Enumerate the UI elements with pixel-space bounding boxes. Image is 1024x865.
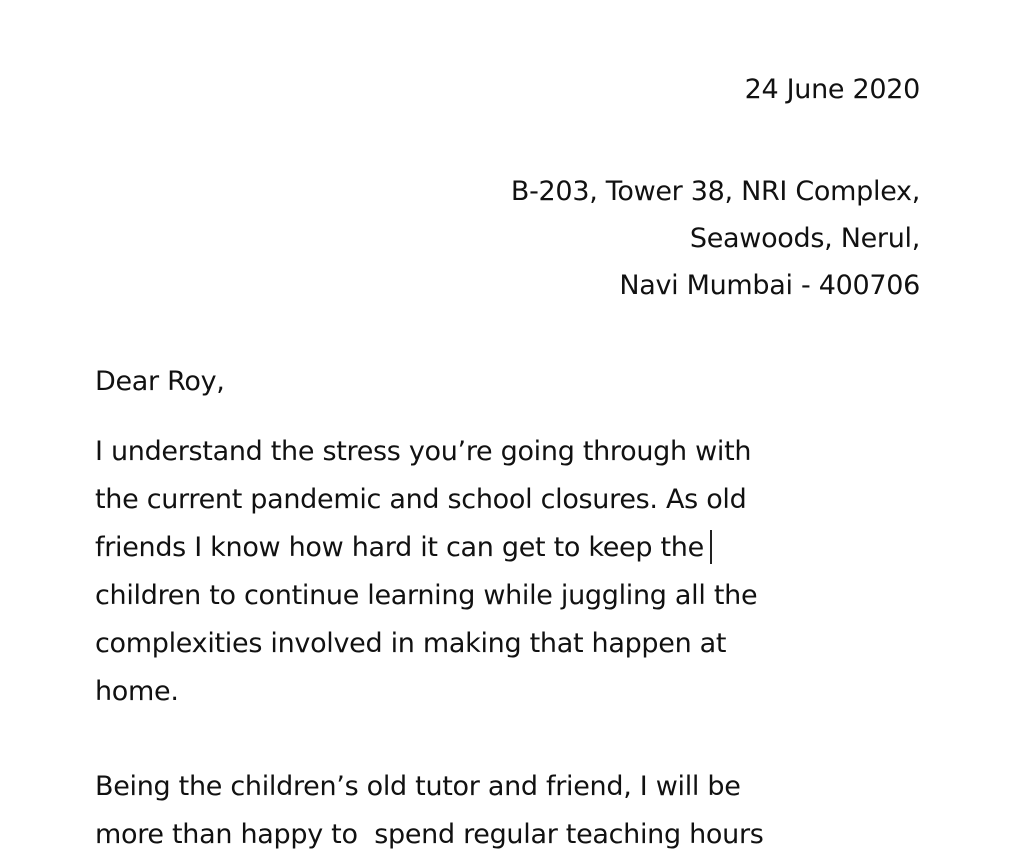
letter-date: 24 June 2020 (744, 74, 920, 105)
text-cursor (710, 530, 712, 564)
paragraph-1-line-3-wrap (95, 524, 925, 572)
paragraph-1-line-1: I understand the stress you’re going through with (95, 436, 752, 467)
address-line-1: B-203, Tower 38, NRI Complex, (510, 176, 920, 207)
address-line-2: Seawoods, Nerul, (689, 223, 920, 254)
paragraph-1-line-5: complexities involved in making that happen at (95, 628, 727, 659)
paragraph-1-line-3: friends I know how hard it can get to keep the (95, 532, 704, 563)
paragraph-1[interactable] (95, 428, 925, 716)
paragraph-2[interactable] (95, 763, 925, 859)
address-line-3: Navi Mumbai - 400706 (619, 270, 920, 301)
paragraph-1-line-4: children to continue learning while juggling all the (95, 580, 758, 611)
paragraph-2-line-1: Being the children’s old tutor and friend, I will be (95, 771, 741, 802)
paragraph-1-line-6: home. (95, 676, 179, 707)
paragraph-1-line-2: the current pandemic and school closures. As old (95, 484, 747, 515)
salutation: Dear Roy, (95, 366, 225, 397)
sender-address (511, 168, 920, 309)
paragraph-2-line-2: more than happy to spend regular teaching hours (95, 819, 764, 850)
